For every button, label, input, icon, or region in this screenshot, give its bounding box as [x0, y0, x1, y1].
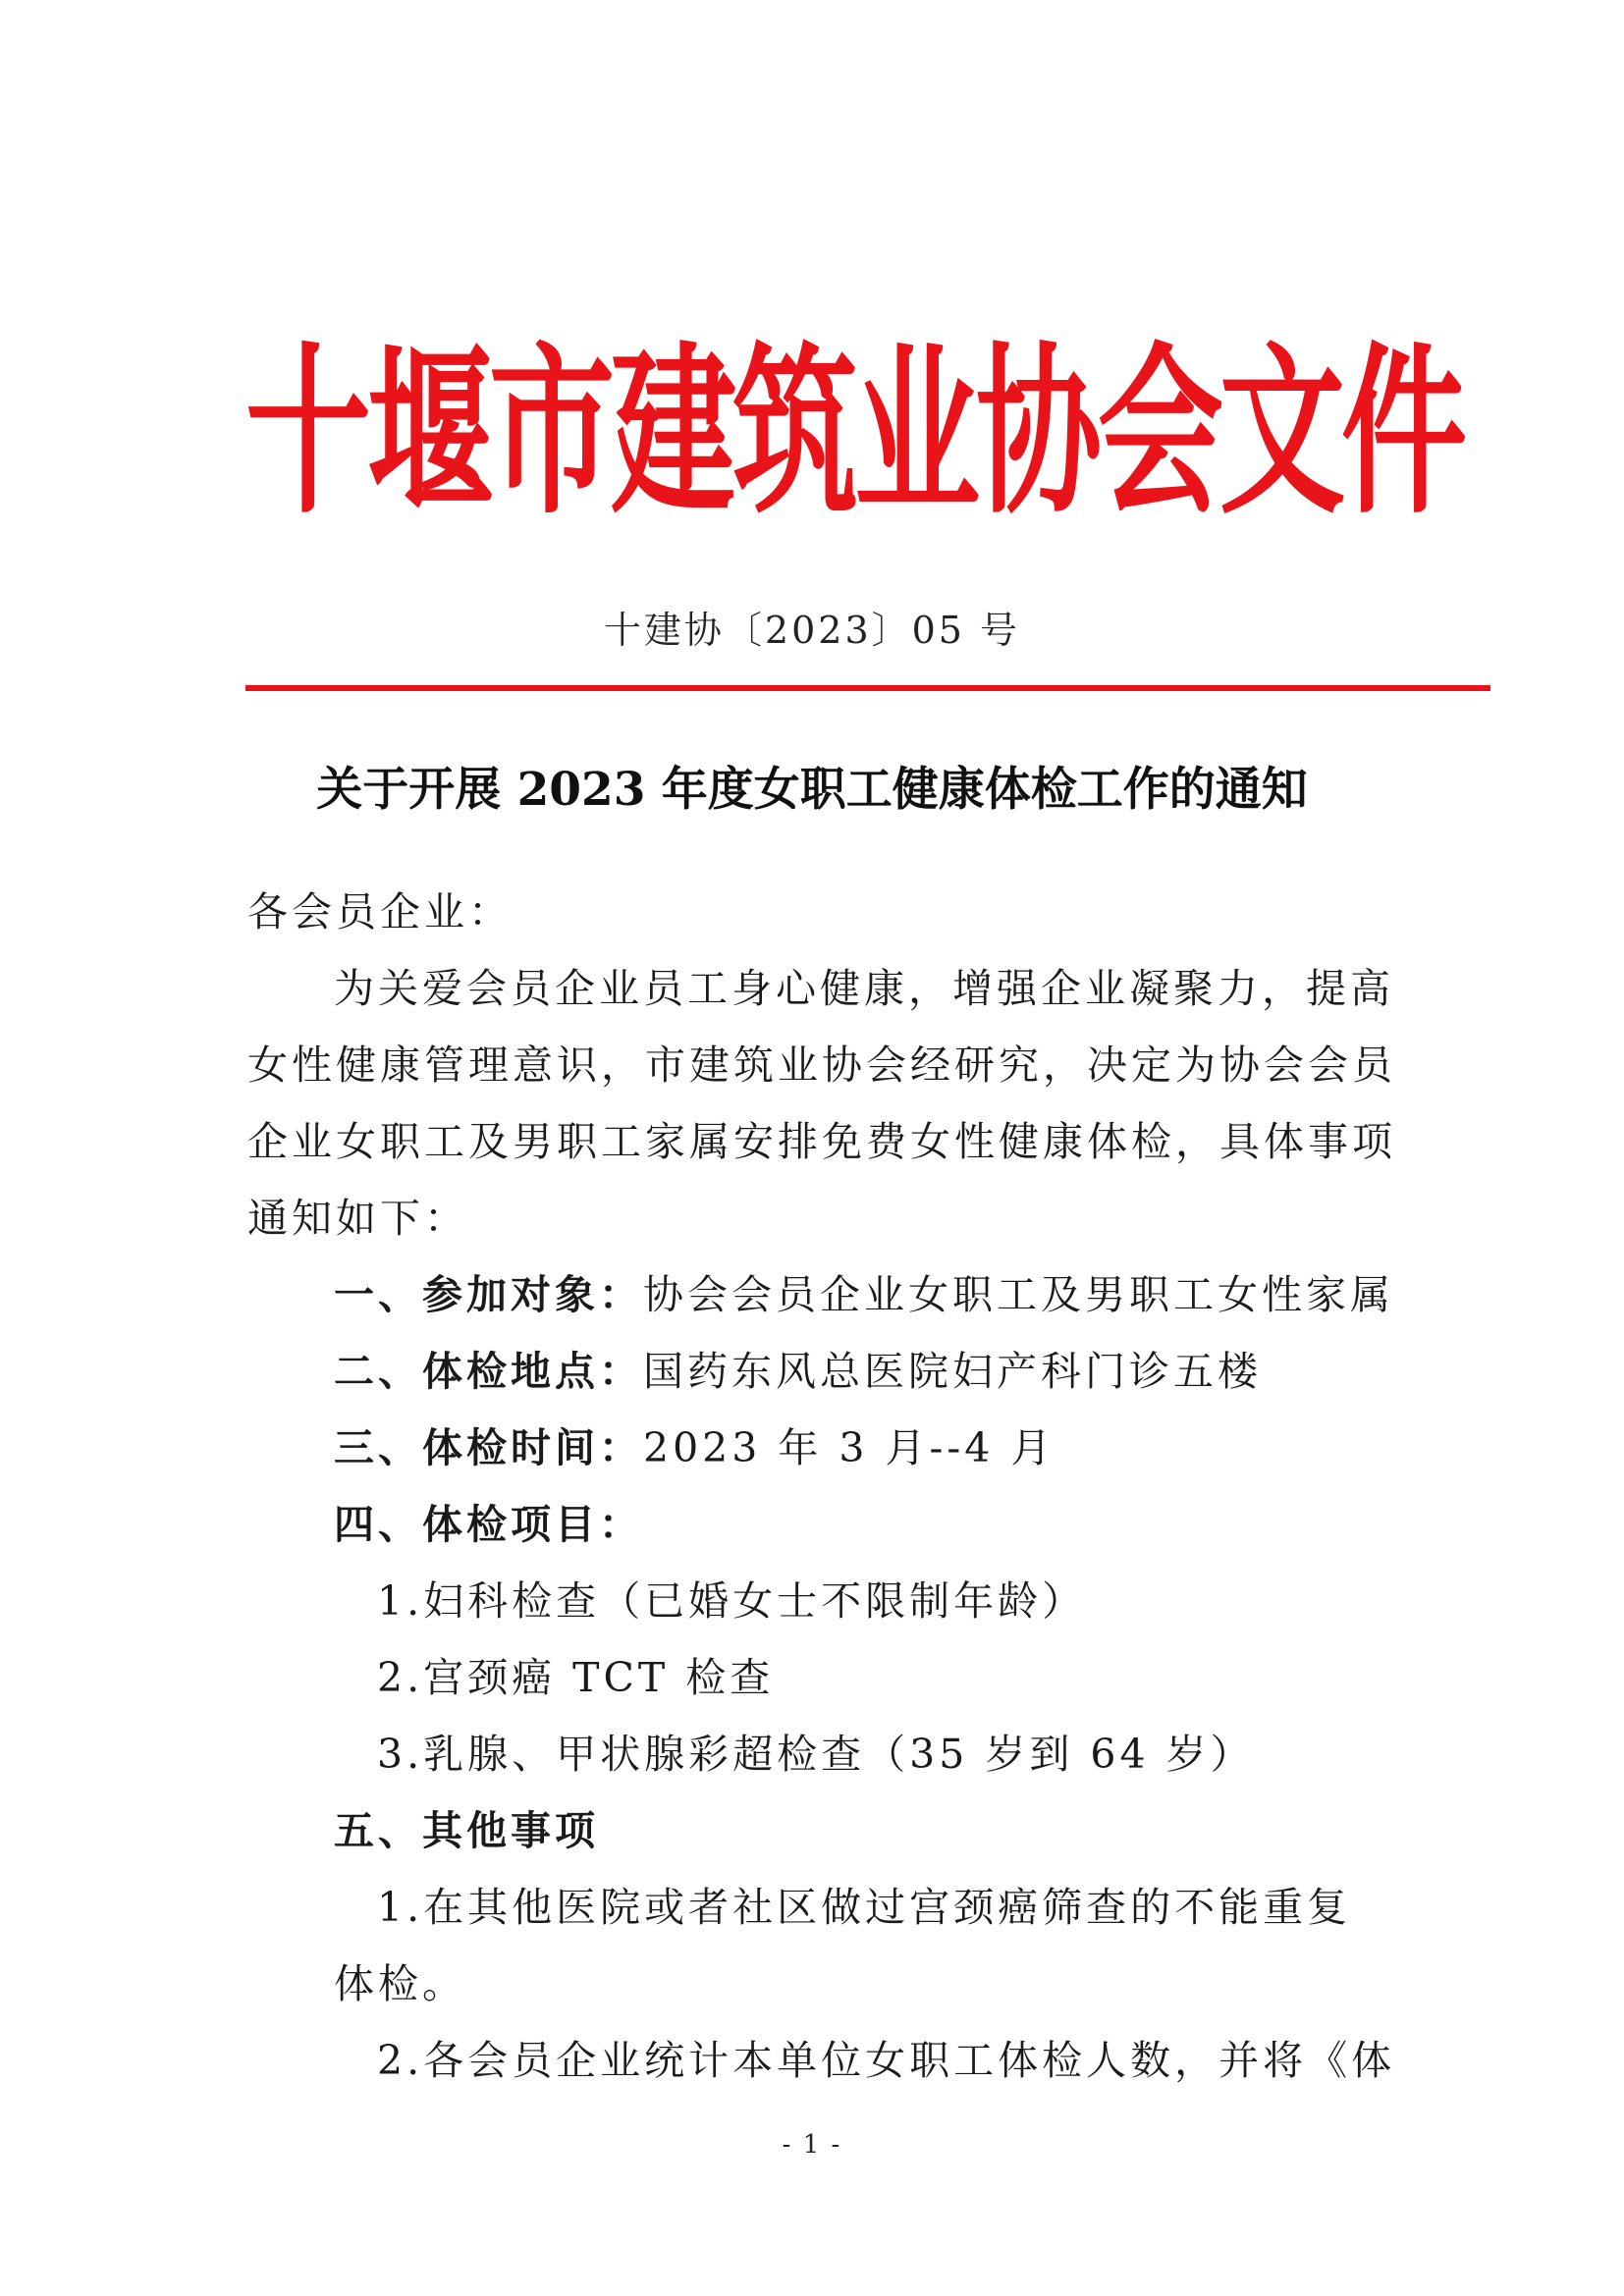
list-item: 3.乳腺、甲状腺彩超检查（35 岁到 64 岁） — [377, 1731, 1255, 1778]
other-line: 体检。 — [334, 1960, 466, 2007]
section-time — [334, 1410, 1055, 1486]
intro-line: 女性健康管理意识，市建筑业协会经研究，决定为协会会员 — [247, 1041, 1396, 1089]
document-number: 十建协〔2023〕05 号 — [603, 609, 1021, 652]
section-other-heading: 五、其他事项 — [334, 1807, 599, 1854]
intro-line: 为关爱会员企业员工身心健康，增强企业凝聚力，提高 — [334, 965, 1394, 1012]
section-heading: 二、体检地点： — [334, 1348, 643, 1395]
section-heading: 三、体检时间： — [334, 1424, 643, 1471]
other-line: 2.各会员企业统计本单位女职工体检人数，并将《体 — [377, 2037, 1396, 2084]
page-number: - 1 - — [782, 2130, 842, 2160]
notice-title: 关于开展 2023 年度女职工健康体检工作的通知 — [316, 763, 1308, 817]
section-items-heading: 四、体检项目： — [334, 1501, 643, 1548]
intro-line: 通知如下： — [247, 1195, 468, 1242]
section-text: 协会会员企业女职工及男职工女性家属 — [643, 1271, 1394, 1318]
other-line: 1.在其他医院或者社区做过宫颈癌筛查的不能重复 — [377, 1884, 1352, 1931]
section-participants — [334, 1256, 1394, 1333]
notice-body — [245, 0, 1464, 2296]
masthead-title: 十堰市建筑业协会文件 — [245, 327, 1464, 540]
list-item: 2.宫颈癌 TCT 检查 — [377, 1654, 775, 1701]
salutation: 各会员企业： — [247, 888, 513, 935]
section-text: 2023 年 3 月--4 月 — [643, 1424, 1056, 1471]
intro-line: 企业女职工及男职工家属安排免费女性健康体检，具体事项 — [247, 1118, 1396, 1165]
section-text: 国药东风总医院妇产科门诊五楼 — [643, 1348, 1262, 1395]
section-heading: 一、参加对象： — [334, 1271, 643, 1318]
list-item: 1.妇科检查（已婚女士不限制年龄） — [377, 1577, 1087, 1625]
section-location — [334, 1333, 1262, 1410]
